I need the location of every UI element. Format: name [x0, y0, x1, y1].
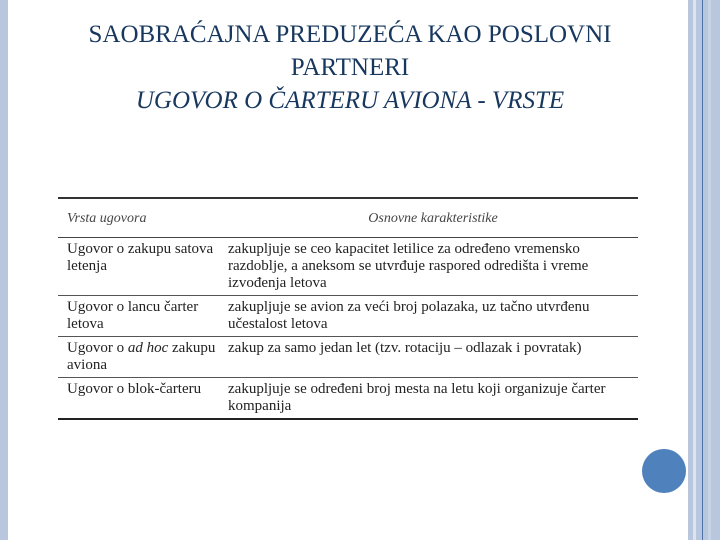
cell-type: Ugovor o blok-čarteru: [67, 381, 202, 397]
slide-title: [20, 18, 680, 117]
cell-type: Ugovor o zakupu satova letenja: [67, 241, 214, 274]
table-row: [58, 296, 638, 337]
charter-types-table: [58, 197, 638, 420]
table-header: [58, 197, 638, 238]
cell-desc: zakupljuje se avion za veći broj polazaka, uz tačno utvrđenu učestalost letova: [228, 299, 590, 332]
title-line-2: PARTNERI: [290, 54, 410, 81]
left-decor-bar: [0, 0, 8, 540]
table-row: [58, 337, 638, 378]
cell-type: Ugovor o ad hoc zakupu aviona: [67, 340, 216, 373]
cell-type: Ugovor o lancu čarter letova: [67, 299, 199, 332]
cell-desc: zakupljuje se određeni broj mesta na letu koji organizuje čarter kompanija: [228, 381, 606, 414]
cell-desc: zakupljuje se ceo kapacitet letilice za određeno vremensko razdoblje, a aneksom se utvrđuje raspored odredišta i vreme izvođenja letova: [228, 241, 589, 291]
title-line-1: SAOBRAĆAJNA PREDUZEĆA KAO POSLOVNI: [88, 21, 612, 48]
header-characteristics: Osnovne karakteristike: [368, 210, 498, 226]
header-type: Vrsta ugovora: [67, 210, 147, 226]
table-row: [58, 238, 638, 296]
cell-desc: zakup za samo jedan let (tzv. rotaciju – odlazak i povratak): [228, 340, 582, 356]
decor-circle: [642, 449, 686, 493]
slide-subtitle: UGOVOR O ČARTERU AVIONA - VRSTE: [135, 87, 565, 114]
table-row: [58, 378, 638, 420]
